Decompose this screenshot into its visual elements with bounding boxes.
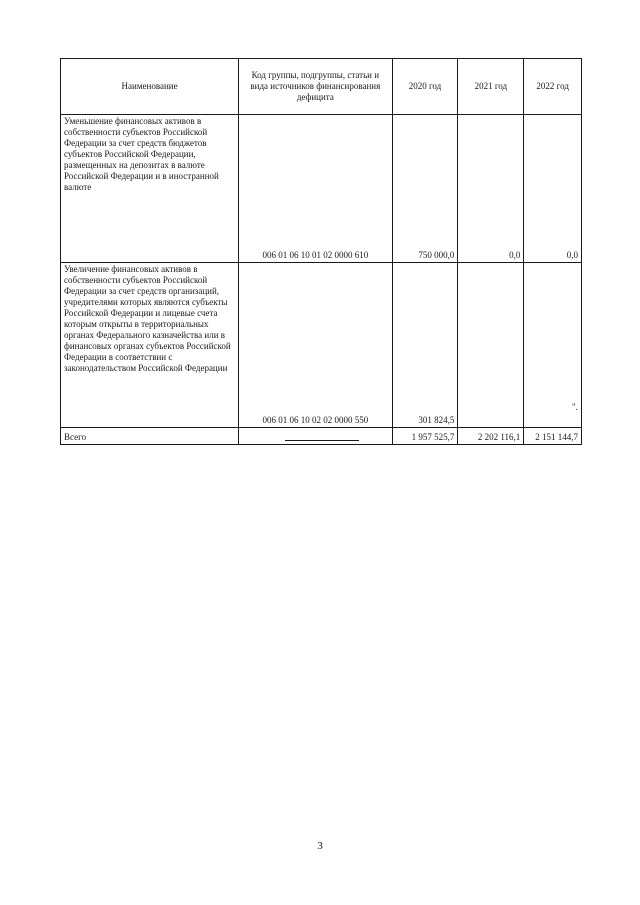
total-2022: 2 151 144,7 <box>524 428 582 445</box>
row-name: Уменьшение финансовых активов в собственности субъектов Российской Федерации за счет средств бюджетов субъектов Российской Федерации, размещенных на депозитах в валюте Российской Федерации и в иностранной валюте <box>61 115 239 263</box>
row-value-2020: 750 000,0 <box>392 115 458 263</box>
total-label: Всего <box>61 428 239 445</box>
total-code-empty <box>239 428 392 445</box>
financing-sources-table <box>60 58 582 445</box>
row-name: Увеличение финансовых активов в собственности субъектов Российской Федерации за счет средств организаций, учредителями которых являются субъекты Российской Федерации и лицевые счета которым открыты в территориальных органах Федерального казначейства или в финансовых органах субъектов Российской Федерации в соответствии с законодательством Российской Федерации <box>61 263 239 428</box>
row-code: 006 01 06 10 01 02 0000 610 <box>239 115 392 263</box>
table-header-row <box>61 59 582 115</box>
separator-line <box>285 440 359 441</box>
header-2021: 2021 год <box>458 59 524 115</box>
row-value-2021: 0,0 <box>458 115 524 263</box>
header-2022: 2022 год <box>524 59 582 115</box>
row-value-2020: 301 824,5 <box>392 263 458 428</box>
total-row <box>61 428 582 445</box>
total-2021: 2 202 116,1 <box>458 428 524 445</box>
total-2020: 1 957 525,7 <box>392 428 458 445</box>
table-row <box>61 263 582 428</box>
closing-quote-mark: ". <box>572 402 578 412</box>
header-2020: 2020 год <box>392 59 458 115</box>
page-number: 3 <box>317 840 323 852</box>
row-value-2021 <box>458 263 524 428</box>
header-name: Наименование <box>61 59 239 115</box>
row-value-2022: 0,0 <box>524 115 582 263</box>
row-code: 006 01 06 10 02 02 0000 550 <box>239 263 392 428</box>
table-row <box>61 115 582 263</box>
header-code: Код группы, подгруппы, статьи и вида источников финансирования дефицита <box>239 59 392 115</box>
